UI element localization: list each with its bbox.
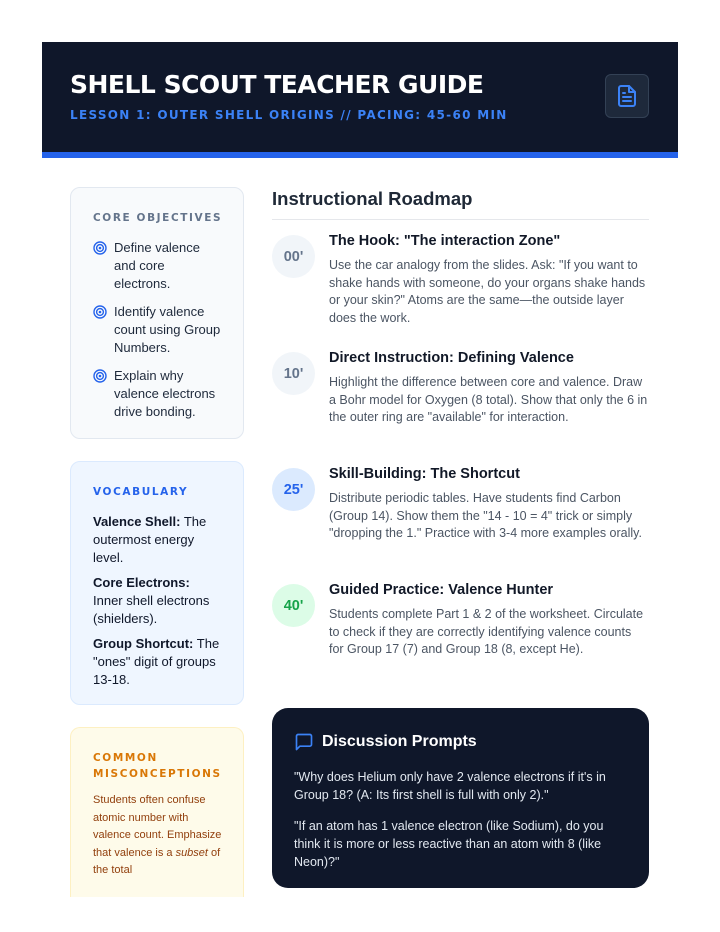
misconceptions-text-part: Students often confuse atomic number with valence count. Emphasize that valence is a <box>93 794 222 859</box>
misconceptions-label: COMMON MISCONCEPTIONS <box>93 752 222 780</box>
objective-item <box>93 303 223 357</box>
target-icon <box>93 305 107 319</box>
vocabulary-label: VOCABULARY <box>93 486 189 498</box>
vocab-definition: The outermost energy level. <box>93 514 207 565</box>
vocabulary-list <box>93 513 223 689</box>
roadmap-title: Instructional Roadmap <box>272 188 473 209</box>
vocab-term: Core Electrons: <box>93 575 190 590</box>
vocabulary-card <box>70 461 244 705</box>
step-body: Highlight the difference between core and valence. Draw a Bohr model for Oxygen (8 total). Show that only the 6 in the outer ring are "available" for interaction. <box>329 375 648 425</box>
step-body: Students complete Part 1 & 2 of the worksheet. Circulate to check if they are correctly identifying valence counts for Group 17 (7) and Group 18 (8, except He). <box>329 607 644 657</box>
step-heading: The Hook: "The interaction Zone" <box>329 233 561 249</box>
misconceptions-card <box>70 727 244 897</box>
roadmap-divider <box>272 219 649 220</box>
objective-text: Explain why valence electrons drive bonding. <box>114 368 216 419</box>
step-heading: Guided Practice: Valence Hunter <box>329 582 554 598</box>
objective-item <box>93 239 223 293</box>
misconceptions-text <box>93 792 223 880</box>
misconceptions-emphasis: subset <box>175 846 208 859</box>
lesson-subtitle: LESSON 1: OUTER SHELL ORIGINS // PACING: 45-60 MIN <box>70 108 508 122</box>
step-body: Distribute periodic tables. Have students find Carbon (Group 14). Show them the "14 - 10 = 4" trick or simply "dropping the 1." Practice with 3-4 more examples orally. <box>329 491 642 541</box>
step-time-badge: 25' <box>272 468 315 511</box>
step-time-badge: 00' <box>272 235 315 278</box>
target-icon <box>93 369 107 383</box>
discussion-prompt: "If an atom has 1 valence electron (like Sodium), do you think it is more or less reactive than an atom with 8 (like Neon)?" <box>294 819 604 869</box>
objective-item <box>93 367 223 421</box>
step-time-badge: 40' <box>272 584 315 627</box>
discussion-prompts-card <box>272 708 649 888</box>
vocab-item <box>93 635 223 689</box>
step-heading: Direct Instruction: Defining Valence <box>329 350 574 366</box>
objective-text: Define valence and core electrons. <box>114 240 200 291</box>
core-objectives-card <box>70 187 244 439</box>
chat-bubble-icon <box>294 732 314 752</box>
discussion-prompt: "Why does Helium only have 2 valence electrons if it's in Group 18? (A: Its first shell is full with only 2)." <box>294 770 606 802</box>
core-objectives-label: CORE OBJECTIVES <box>93 212 223 224</box>
misconceptions-text-part: of the total <box>93 846 221 876</box>
page-header <box>42 42 678 158</box>
discussion-title: Discussion Prompts <box>322 733 477 750</box>
objective-text: Identify valence count using Group Numbers. <box>114 304 221 355</box>
vocab-definition: The "ones" digit of groups 13-18. <box>93 636 220 687</box>
step-time-badge: 10' <box>272 352 315 395</box>
discussion-header <box>294 732 627 752</box>
target-icon <box>93 241 107 255</box>
objectives-list <box>93 239 223 421</box>
document-button[interactable] <box>605 74 649 118</box>
vocab-item <box>93 513 223 567</box>
vocab-item <box>93 574 223 628</box>
vocab-term: Group Shortcut: <box>93 636 194 651</box>
step-heading: Skill-Building: The Shortcut <box>329 466 520 482</box>
vocab-definition: Inner shell electrons (shielders). <box>93 593 210 626</box>
document-icon <box>615 84 639 108</box>
step-body: Use the car analogy from the slides. Ask: "If you want to shake hands with someone, do your organs shake hands or your skin?" Atoms are the same—the outside layer does the work. <box>329 258 646 326</box>
vocab-term: Valence Shell: <box>93 514 181 529</box>
page-title: SHELL SCOUT TEACHER GUIDE <box>70 70 484 99</box>
